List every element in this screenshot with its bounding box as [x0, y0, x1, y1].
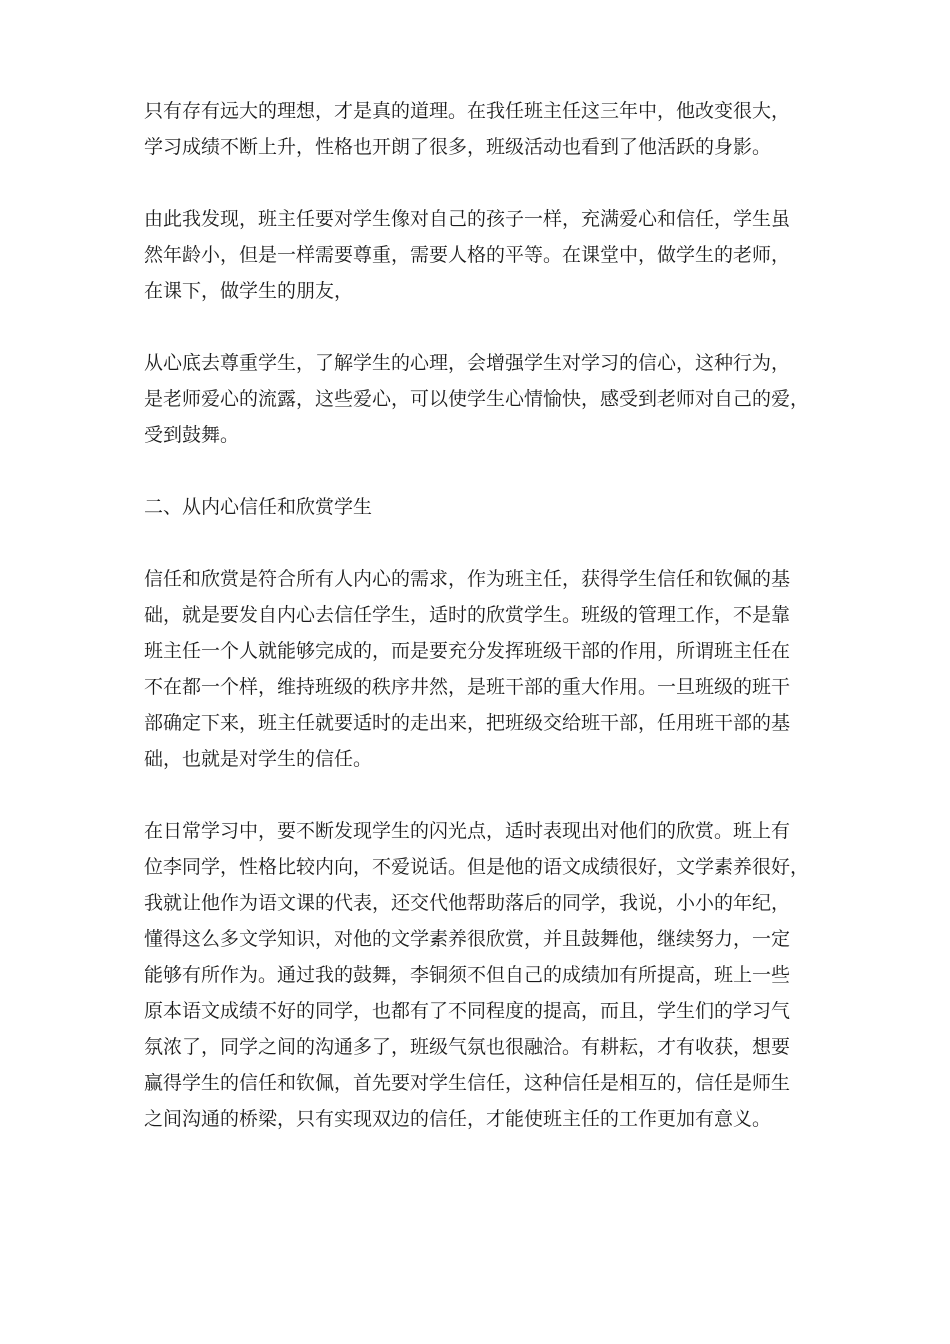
text-line: 赢得学生的信任和钦佩，首先要对学生信任，这种信任是相互的，信任是师生: [144, 1072, 791, 1094]
document-body: [144, 93, 809, 1173]
text-line: 由此我发现，班主任要对学生像对自己的孩子一样，充满爱心和信任，学生虽: [144, 208, 791, 230]
paragraph-3: [144, 345, 809, 453]
text-line: 学习成绩不断上升，性格也开朗了很多，班级活动也看到了他活跃的身影。: [144, 136, 772, 158]
text-line: 受到鼓舞。: [144, 424, 240, 446]
text-line: 之间沟通的桥梁，只有实现双边的信任，才能使班主任的工作更加有意义。: [144, 1108, 772, 1130]
heading-line: 二、从内心信任和欣赏学生: [144, 496, 373, 518]
paragraph-2: [144, 201, 809, 309]
paragraph-6: [144, 813, 809, 1137]
text-line: 能够有所作为。通过我的鼓舞，李铜须不但自己的成绩加有所提高，班上一些: [144, 964, 791, 986]
text-line: 然年龄小，但是一样需要尊重，需要人格的平等。在课堂中，做学生的老师，: [144, 244, 791, 266]
section-heading: [144, 489, 809, 525]
text-line: 位李同学，性格比较内向，不爱说话。但是他的语文成绩很好，文学素养很好，: [144, 856, 810, 878]
text-line: 部确定下来，班主任就要适时的走出来，把班级交给班干部，任用班干部的基: [144, 712, 791, 734]
text-line: 在日常学习中，要不断发现学生的闪光点，适时表现出对他们的欣赏。班上有: [144, 820, 791, 842]
paragraph-5: [144, 561, 809, 777]
text-line: 是老师爱心的流露，这些爱心，可以使学生心情愉快，感受到老师对自己的爱，: [144, 388, 810, 410]
text-line: 信任和欣赏是符合所有人内心的需求，作为班主任，获得学生信任和钦佩的基: [144, 568, 791, 590]
text-line: 班主任一个人就能够完成的，而是要充分发挥班级干部的作用，所谓班主任在: [144, 640, 791, 662]
text-line: 础，也就是对学生的信任。: [144, 748, 373, 770]
text-line: 原本语文成绩不好的同学，也都有了不同程度的提高，而且，学生们的学习气: [144, 1000, 791, 1022]
text-line: 从心底去尊重学生，了解学生的心理，会增强学生对学习的信心，这种行为，: [144, 352, 791, 374]
text-line: 氛浓了，同学之间的沟通多了，班级气氛也很融洽。有耕耘，才有收获，想要: [144, 1036, 791, 1058]
text-line: 懂得这么多文学知识，对他的文学素养很欣赏，并且鼓舞他，继续努力，一定: [144, 928, 791, 950]
text-line: 只有存有远大的理想，才是真的道理。在我任班主任这三年中，他改变很大，: [144, 100, 791, 122]
text-line: 础，就是要发自内心去信任学生，适时的欣赏学生。班级的管理工作，不是靠: [144, 604, 791, 626]
text-line: 在课下，做学生的朋友，: [144, 280, 354, 302]
paragraph-1: [144, 93, 809, 165]
text-line: 不在都一个样，维持班级的秩序井然，是班干部的重大作用。一旦班级的班干: [144, 676, 791, 698]
text-line: 我就让他作为语文课的代表，还交代他帮助落后的同学，我说，小小的年纪，: [144, 892, 791, 914]
